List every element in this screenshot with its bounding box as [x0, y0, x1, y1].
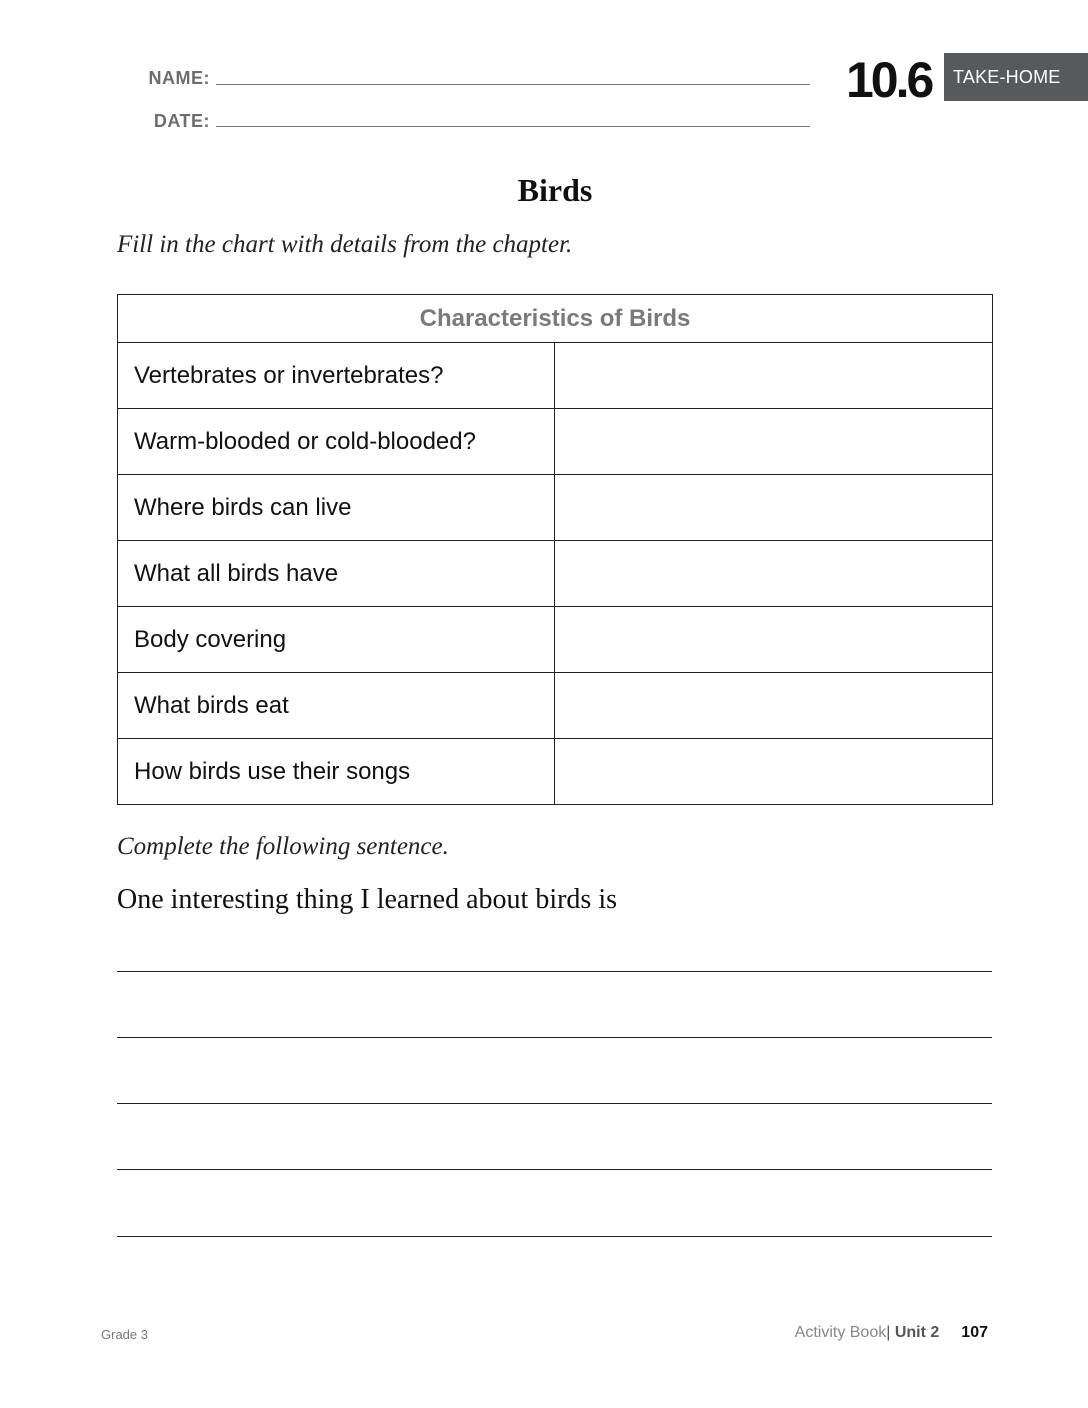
- writing-line[interactable]: [117, 1236, 992, 1237]
- answer-cell[interactable]: [555, 673, 993, 739]
- writing-line[interactable]: [117, 1169, 992, 1170]
- table-row: [118, 739, 993, 805]
- table-row: [118, 673, 993, 739]
- answer-cell[interactable]: [555, 607, 993, 673]
- answer-cell[interactable]: [555, 739, 993, 805]
- writing-line[interactable]: [117, 1037, 992, 1038]
- date-line[interactable]: [216, 126, 810, 127]
- row-label: Warm-blooded or cold-blooded?: [118, 409, 555, 475]
- row-label: Body covering: [118, 607, 555, 673]
- sentence-instruction: Complete the following sentence.: [117, 833, 449, 860]
- take-home-tag: TAKE-HOME: [944, 53, 1088, 101]
- footer-separator: |: [886, 1324, 891, 1341]
- answer-cell[interactable]: [555, 541, 993, 607]
- footer-grade: Grade 3: [101, 1327, 148, 1342]
- table-row: [118, 541, 993, 607]
- date-label: DATE:: [153, 111, 210, 131]
- page-number: 107: [961, 1324, 988, 1341]
- row-label: What birds eat: [118, 673, 555, 739]
- footer-unit: Unit 2: [894, 1324, 940, 1341]
- table-row: [118, 475, 993, 541]
- row-label: What all birds have: [118, 541, 555, 607]
- name-line[interactable]: [216, 84, 810, 85]
- answer-cell[interactable]: [555, 475, 993, 541]
- lesson-number: 10.6: [846, 52, 932, 108]
- sentence-prompt: One interesting thing I learned about birds is: [117, 884, 617, 915]
- footer-citation: [795, 1324, 988, 1342]
- row-label: Vertebrates or invertebrates?: [118, 343, 555, 409]
- answer-cell[interactable]: [555, 409, 993, 475]
- page-title: Birds: [517, 172, 593, 208]
- writing-line[interactable]: [117, 971, 992, 972]
- answer-cell[interactable]: [555, 343, 993, 409]
- chart-instruction: Fill in the chart with details from the chapter.: [117, 231, 573, 258]
- name-label: NAME:: [148, 68, 210, 88]
- table-row: [118, 607, 993, 673]
- table-row: [118, 409, 993, 475]
- characteristics-table: [117, 294, 993, 805]
- table-row: [118, 343, 993, 409]
- writing-line[interactable]: [117, 1103, 992, 1104]
- row-label: Where birds can live: [118, 475, 555, 541]
- footer-book: Activity Book: [794, 1324, 887, 1341]
- table-heading: Characteristics of Birds: [118, 295, 993, 343]
- row-label: How birds use their songs: [118, 739, 555, 805]
